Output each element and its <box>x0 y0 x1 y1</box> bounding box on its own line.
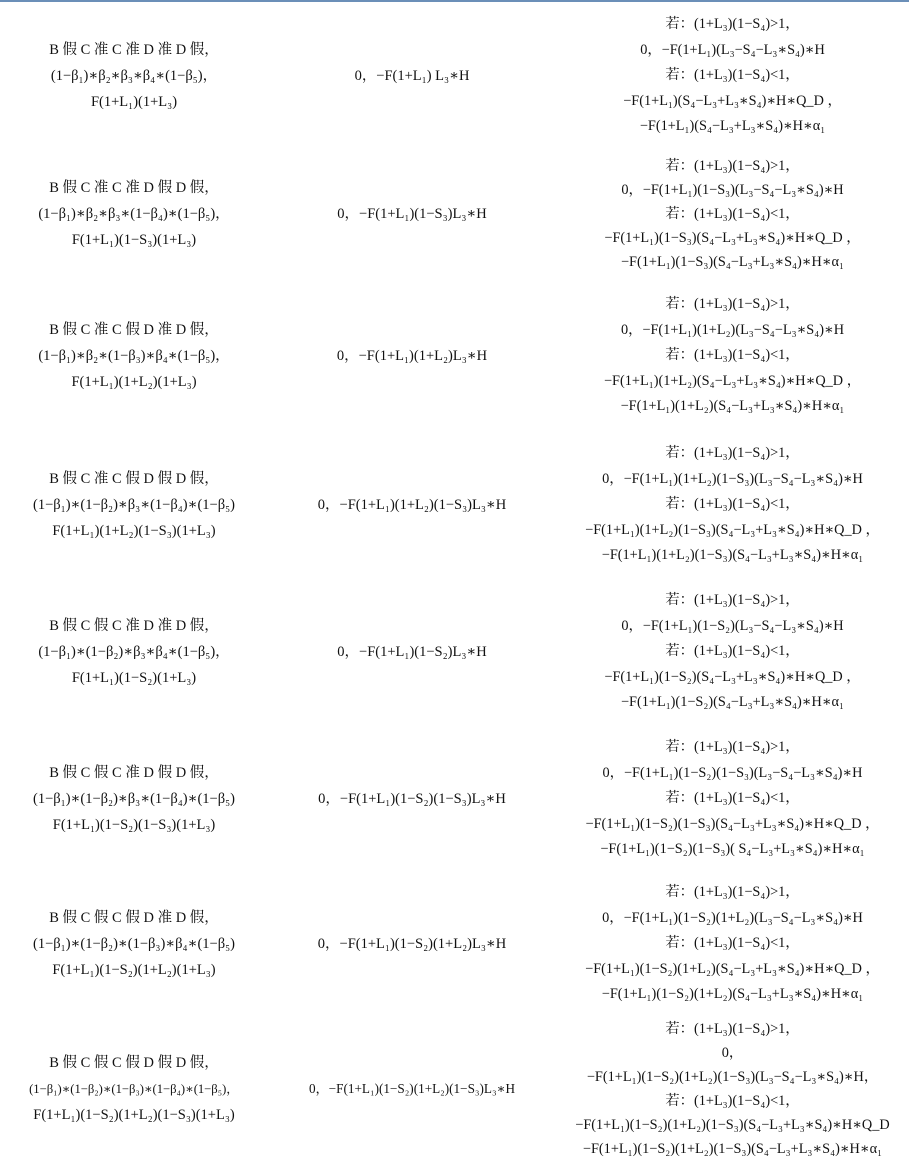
payoff-gt: 0，−F(1+L₁)(1−S₂)(1+L₂)(L₃−S₄−L₃∗S₄)∗H <box>602 909 863 926</box>
condition-gt: 若：(1+L₃)(1−S₄)>1， <box>665 739 800 756</box>
condition-gt: 若：(1+L₃)(1−S₄)>1， <box>665 158 800 174</box>
strategy-label: B 假 C 假 C 假 D 假 D 假， <box>49 1055 219 1071</box>
payoff-gt: 0，−F(1+L₁)(1−S₂)(1−S₃)(L₃−S₄−L₃∗S₄)∗H <box>602 764 863 781</box>
condition-cell <box>556 430 909 580</box>
condition-gt: 若：(1+L₃)(1−S₄)>1， <box>665 16 800 33</box>
probability-expression: (1−β₁)∗β₂∗(1−β₃)∗β₄∗(1−β₅)， <box>38 348 230 364</box>
value-expression: F(1+L₁)(1−S₂)(1+L₂)(1+L₃) <box>52 962 216 978</box>
condition-lt: 若：(1+L₃)(1−S₄)<1， <box>665 67 800 84</box>
payoff-lt-qd: −F(1+L₁)(1−S₂)(1+L₂)(1−S₃)(S₄−L₃+L₃∗S₄)∗H∗Q_D <box>575 1117 890 1133</box>
probability-expression: (1−β₁)∗(1−β₂)∗β₃∗(1−β₄)∗(1−β₅) <box>33 497 235 513</box>
strategy-cell <box>0 146 268 282</box>
value-expression: F(1+L₁)(1−S₂)(1−S₃)(1+L₃) <box>52 817 216 833</box>
condition-lt: 若：(1+L₃)(1−S₄)<1， <box>665 347 800 364</box>
payoff-gt-zero: 0， <box>721 1045 744 1061</box>
strategy-cell <box>0 1014 268 1164</box>
payoff-expression: 0，−F(1+L₁)(1−S₂)(1+L₂)L₃∗H <box>317 936 507 952</box>
payoff-cell <box>268 1014 556 1164</box>
strategy-cell <box>0 580 268 724</box>
payoff-gt: 0，−F(1+L₁)(1−S₂)(L₃−S₄−L₃∗S₄)∗H <box>621 617 844 634</box>
condition-gt: 若：(1+L₃)(1−S₄)>1， <box>665 884 800 901</box>
payoff-expression: 0，−F(1+L₁)(1−S₂)(1−S₃)L₃∗H <box>318 791 506 807</box>
probability-expression: (1−β₁)∗(1−β₂)∗β₃∗β₄∗(1−β₅)， <box>38 644 230 660</box>
condition-lt: 若：(1+L₃)(1−S₄)<1， <box>665 790 800 807</box>
value-expression: F(1+L₁)(1−S₂)(1+L₂)(1−S₃)(1+L₃) <box>33 1107 235 1123</box>
condition-cell <box>556 874 909 1014</box>
condition-cell <box>556 282 909 430</box>
payoff-table <box>0 6 909 1164</box>
payoff-lt-qd: −F(1+L₁)(1+L₂)(S₄−L₃+L₃∗S₄)∗H∗Q_D ， <box>603 372 862 389</box>
payoff-cell <box>268 724 556 874</box>
payoff-lt-qd: −F(1+L₁)(1−S₂)(1−S₃)(S₄−L₃+L₃∗S₄)∗H∗Q_D ， <box>585 815 880 832</box>
payoff-cell <box>268 146 556 282</box>
strategy-cell <box>0 874 268 1014</box>
payoff-lt-alpha: −F(1+L₁)(1+L₂)(1−S₃)(S₄−L₃+L₃∗S₄)∗H∗α₁ <box>601 547 864 564</box>
condition-cell <box>556 146 909 282</box>
payoff-cell <box>268 282 556 430</box>
probability-expression: (1−β₁)∗β₂∗β₃∗(1−β₄)∗(1−β₅)， <box>38 206 230 222</box>
payoff-lt-qd: −F(1+L₁)(1+L₂)(1−S₃)(S₄−L₃+L₃∗S₄)∗H∗Q_D ， <box>585 521 880 538</box>
condition-cell <box>556 580 909 724</box>
strategy-label: B 假 C 准 C 准 D 假 D 假， <box>49 180 219 196</box>
payoff-expression: 0，−F(1+L₁)(1+L₂)L₃∗H <box>336 348 488 364</box>
condition-cell <box>556 6 909 146</box>
probability-expression: (1−β₁)∗β₂∗β₃∗β₄∗(1−β₅)， <box>50 68 218 84</box>
strategy-cell <box>0 724 268 874</box>
payoff-lt-qd: −F(1+L₁)(1−S₂)(S₄−L₃+L₃∗S₄)∗H∗Q_D ， <box>604 668 861 685</box>
payoff-cell <box>268 874 556 1014</box>
payoff-expression: 0，−F(1+L₁)(1−S₃)L₃∗H <box>337 206 487 222</box>
condition-lt: 若：(1+L₃)(1−S₄)<1， <box>665 206 800 222</box>
probability-expression: (1−β₁)∗(1−β₂)∗(1−β₃)∗(1−β₄)∗(1−β₅)， <box>29 1082 239 1096</box>
condition-lt: 若：(1+L₃)(1−S₄)<1， <box>665 643 800 660</box>
payoff-lt-qd: −F(1+L₁)(1−S₂)(1+L₂)(S₄−L₃+L₃∗S₄)∗H∗Q_D ， <box>585 960 880 977</box>
probability-expression: (1−β₁)∗(1−β₂)∗β₃∗(1−β₄)∗(1−β₅) <box>33 791 235 807</box>
payoff-cell <box>268 6 556 146</box>
payoff-expression: 0，−F(1+L₁)(1−S₂)L₃∗H <box>337 644 487 660</box>
value-expression: F(1+L₁)(1+L₂)(1−S₃)(1+L₃) <box>52 523 216 539</box>
condition-gt: 若：(1+L₃)(1−S₄)>1， <box>665 1021 800 1037</box>
value-expression: F(1+L₁)(1−S₂)(1+L₃) <box>71 670 197 686</box>
probability-expression: (1−β₁)∗(1−β₂)∗(1−β₃)∗β₄∗(1−β₅) <box>33 936 235 952</box>
payoff-gt: −F(1+L₁)(1−S₂)(1+L₂)(1−S₃)(L₃−S₄−L₃∗S₄)∗H， <box>586 1069 879 1085</box>
strategy-label: B 假 C 假 C 准 D 准 D 假， <box>49 618 219 634</box>
payoff-expression: 0，−F(1+L₁) L₃∗H <box>354 68 470 84</box>
payoff-cell <box>268 580 556 724</box>
condition-gt: 若：(1+L₃)(1−S₄)>1， <box>665 445 800 462</box>
strategy-cell <box>0 6 268 146</box>
payoff-lt-alpha: −F(1+L₁)(1+L₂)(S₄−L₃+L₃∗S₄)∗H∗α₁ <box>620 398 845 415</box>
payoff-lt-alpha: −F(1+L₁)(1−S₂)(S₄−L₃+L₃∗S₄)∗H∗α₁ <box>620 694 845 711</box>
strategy-label: B 假 C 假 C 假 D 准 D 假， <box>49 910 219 926</box>
strategy-label: B 假 C 准 C 假 D 假 D 假， <box>49 471 219 487</box>
condition-cell <box>556 724 909 874</box>
top-rule <box>0 0 909 2</box>
condition-gt: 若：(1+L₃)(1−S₄)>1， <box>665 592 800 609</box>
payoff-lt-qd: −F(1+L₁)(S₄−L₃+L₃∗S₄)∗H∗Q_D ， <box>623 92 842 109</box>
payoff-expression: 0，−F(1+L₁)(1−S₂)(1+L₂)(1−S₃)L₃∗H <box>308 1081 516 1096</box>
payoff-gt: 0，−F(1+L₁)(1−S₃)(L₃−S₄−L₃∗S₄)∗H <box>621 182 844 198</box>
strategy-label: B 假 C 假 C 准 D 假 D 假， <box>49 765 219 781</box>
strategy-cell <box>0 282 268 430</box>
payoff-cell <box>268 430 556 580</box>
condition-gt: 若：(1+L₃)(1−S₄)>1， <box>665 296 800 313</box>
payoff-gt: 0，−F(1+L₁)(1+L₂)(1−S₃)(L₃−S₄−L₃∗S₄)∗H <box>602 470 863 487</box>
payoff-lt-alpha: −F(1+L₁)(1−S₃)(S₄−L₃+L₃∗S₄)∗H∗α₁ <box>620 254 845 270</box>
condition-lt: 若：(1+L₃)(1−S₄)<1， <box>665 496 800 513</box>
strategy-label: B 假 C 准 C 假 D 准 D 假， <box>49 322 219 338</box>
value-expression: F(1+L₁)(1−S₃)(1+L₃) <box>71 232 197 248</box>
payoff-lt-qd: −F(1+L₁)(1−S₃)(S₄−L₃+L₃∗S₄)∗H∗Q_D ， <box>604 230 861 246</box>
payoff-gt: 0，−F(1+L₁)(1+L₂)(L₃−S₄−L₃∗S₄)∗H <box>620 321 845 338</box>
payoff-gt: 0，−F(1+L₁)(L₃−S₄−L₃∗S₄)∗H <box>640 41 825 58</box>
payoff-lt-alpha: −F(1+L₁)(1−S₂)(1+L₂)(S₄−L₃+L₃∗S₄)∗H∗α₁ <box>601 986 864 1003</box>
condition-lt: 若：(1+L₃)(1−S₄)<1， <box>665 935 800 952</box>
payoff-lt-alpha: −F(1+L₁)(1−S₂)(1+L₂)(1−S₃)(S₄−L₃+L₃∗S₄)∗H∗α₁ <box>582 1141 883 1157</box>
payoff-lt-alpha: −F(1+L₁)(S₄−L₃+L₃∗S₄)∗H∗α₁ <box>639 118 826 135</box>
value-expression: F(1+L₁)(1+L₃) <box>90 94 178 110</box>
payoff-expression: 0，−F(1+L₁)(1+L₂)(1−S₃)L₃∗H <box>317 497 507 513</box>
strategy-cell <box>0 430 268 580</box>
condition-lt: 若：(1+L₃)(1−S₄)<1， <box>665 1093 800 1109</box>
strategy-label: B 假 C 准 C 准 D 准 D 假， <box>49 42 219 58</box>
condition-cell <box>556 1014 909 1164</box>
value-expression: F(1+L₁)(1+L₂)(1+L₃) <box>71 374 197 390</box>
payoff-lt-alpha: −F(1+L₁)(1−S₂)(1−S₃)( S₄−L₃+L₃∗S₄)∗H∗α₁ <box>600 841 865 858</box>
